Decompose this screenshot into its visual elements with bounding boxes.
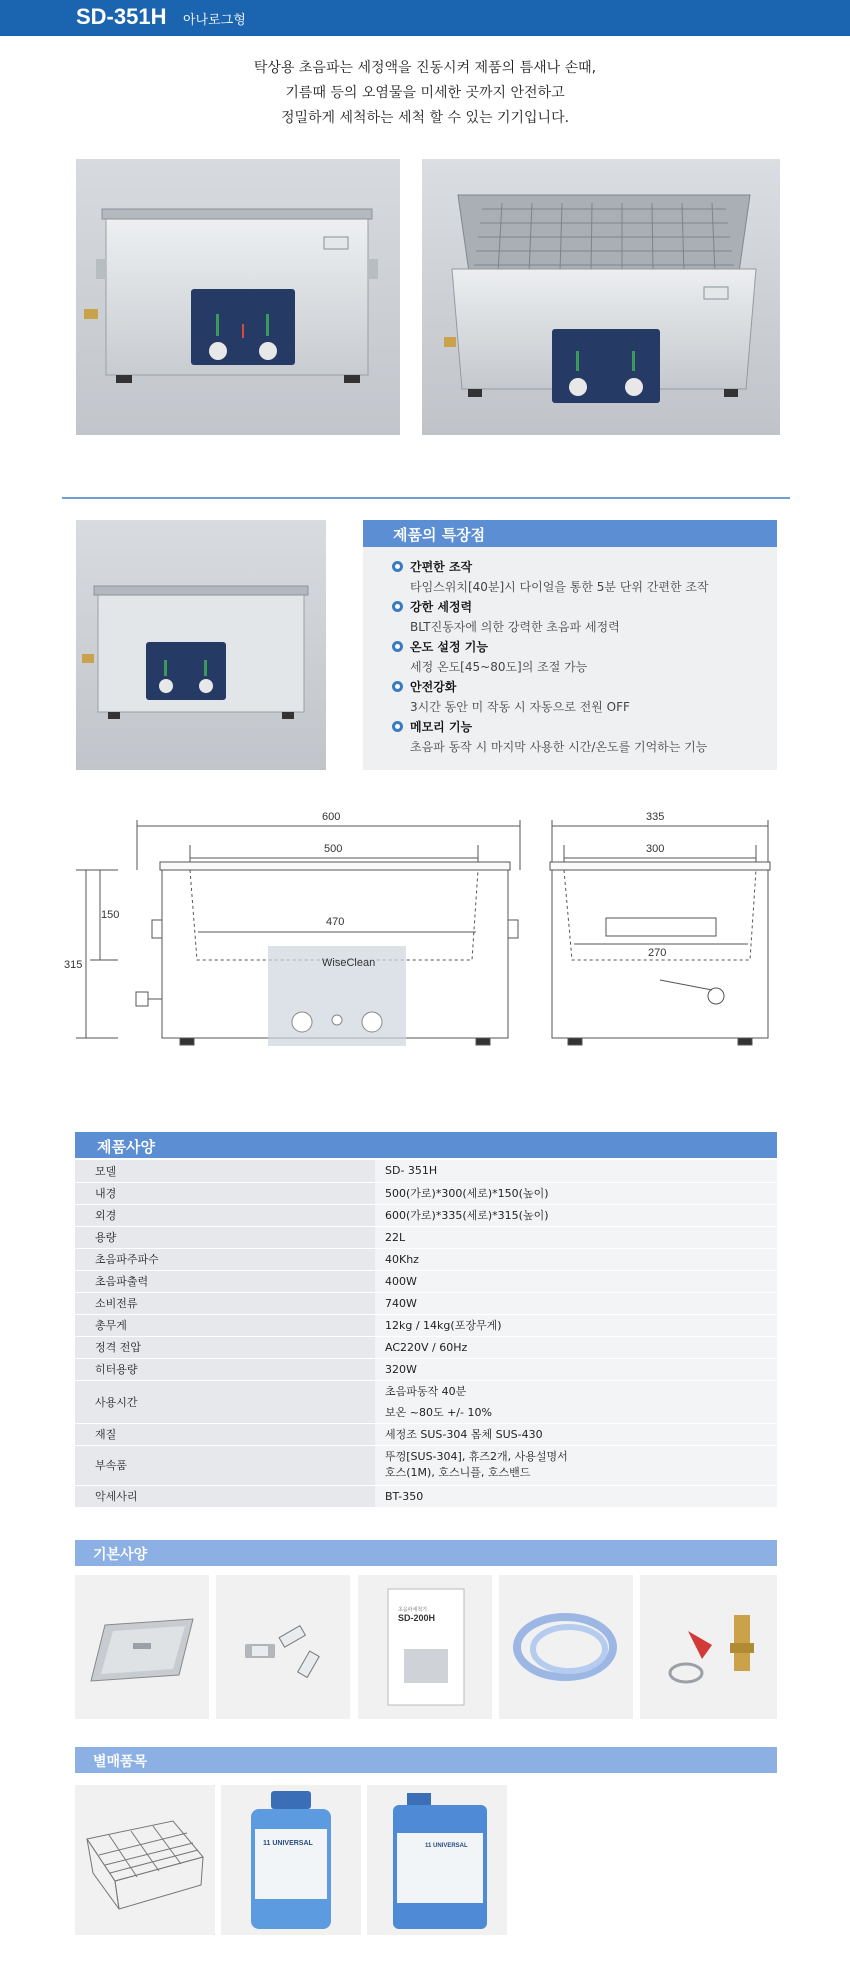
accessory-manual [358, 1575, 492, 1719]
accessory-hose [499, 1575, 633, 1719]
feature-title: 간편한 조작 [410, 560, 473, 574]
table-row [75, 1204, 777, 1226]
dim-side-inner: 300 [646, 843, 665, 855]
cleaner-angled-illustration [422, 159, 780, 435]
spec-label: 내경 [75, 1182, 375, 1204]
table-row [75, 1485, 777, 1507]
feature-item [392, 718, 772, 758]
fuse-illustration [216, 1575, 350, 1719]
table-row [75, 1380, 777, 1423]
spec-label: 악세사리 [75, 1485, 375, 1507]
dim-side-outer: 335 [646, 811, 665, 823]
feature-desc: 3시간 동안 미 작동 시 자동으로 전원 OFF [410, 700, 630, 714]
intro-line: 기름때 등의 오염물을 미세한 곳까지 안전하고 [285, 85, 565, 101]
nipple-illustration [640, 1575, 777, 1719]
optional-title: 별매품목 [93, 1754, 148, 1770]
spec-label: 사용시간 [75, 1380, 375, 1423]
product-photo-angled [422, 159, 780, 435]
spec-label: 정격 전압 [75, 1336, 375, 1358]
spec-label: 모델 [75, 1160, 375, 1182]
dimension-drawing [0, 800, 850, 1090]
spec-value: 600(가로)*335(세로)*315(높이) [375, 1204, 777, 1226]
table-row [75, 1182, 777, 1204]
hose-illustration [499, 1575, 633, 1719]
dim-front-bottom: 470 [326, 916, 345, 928]
jerrycan-illustration [367, 1785, 507, 1935]
dim-front-inner: 500 [324, 843, 343, 855]
feature-title: 메모리 기능 [410, 720, 473, 734]
table-row [75, 1336, 777, 1358]
section-divider [62, 497, 790, 499]
basic-header [75, 1540, 777, 1566]
accessory-lid [75, 1575, 209, 1719]
dim-side-bottom: 270 [648, 947, 667, 959]
features-title: 제품의 특장점 [393, 526, 486, 544]
feature-desc: 타임스위치[40분]시 다이얼을 통한 5분 단위 간편한 조작 [410, 580, 709, 594]
bullet-icon [392, 721, 403, 732]
cleaner-front-illustration [76, 159, 400, 435]
feature-item [392, 598, 772, 638]
optional-detergent-can [367, 1785, 507, 1935]
feature-desc: BLT진동자에 의한 강력한 초음파 세정력 [410, 620, 620, 634]
spec-value-line: 초음파동작 40분 [385, 1384, 467, 1398]
manual-illustration [358, 1575, 492, 1719]
spec-label: 용량 [75, 1226, 375, 1248]
spec-value: 22L [375, 1226, 777, 1248]
table-row [75, 1270, 777, 1292]
table-row [75, 1160, 777, 1182]
spec-value-line: 뚜껑[SUS-304], 휴즈2개, 사용설명서 [385, 1450, 568, 1463]
table-row [75, 1358, 777, 1380]
spec-label: 초음파출력 [75, 1270, 375, 1292]
accessory-fuses [216, 1575, 350, 1719]
spec-value: 740W [375, 1292, 777, 1314]
feature-title: 온도 설정 기능 [410, 640, 488, 654]
intro-text [0, 56, 850, 131]
spec-label: 초음파주파수 [75, 1248, 375, 1270]
table-row [75, 1445, 777, 1485]
jerrycan-label: 11 UNIVERSAL [425, 1843, 468, 1849]
feature-title: 강한 세정력 [410, 600, 473, 614]
panel-brand-label: WiseClean [322, 957, 376, 969]
spec-label: 부속품 [75, 1445, 375, 1485]
intro-line: 탁상용 초음파는 세정액을 진동시켜 제품의 틈새나 손때, [253, 60, 597, 76]
table-row [75, 1292, 777, 1314]
spec-value: AC220V / 60Hz [375, 1336, 777, 1358]
spec-value: SD- 351H [375, 1160, 777, 1182]
bottle-label: 11 UNIVERSAL [263, 1840, 313, 1847]
spec-value: BT-350 [375, 1485, 777, 1507]
model-title: SD-351H [76, 4, 167, 29]
intro-line: 정밀하게 세척하는 세척 할 수 있는 기기입니다. [280, 110, 570, 126]
spec-value: 400W [375, 1270, 777, 1292]
features-list [392, 558, 772, 758]
bullet-icon [392, 561, 403, 572]
spec-value [375, 1445, 777, 1485]
spec-label: 히터용량 [75, 1358, 375, 1380]
basic-title: 기본사양 [93, 1547, 148, 1563]
spec-title: 제품사양 [97, 1138, 155, 1156]
table-row [75, 1226, 777, 1248]
lid-illustration [75, 1575, 209, 1719]
spec-value-line: 호스(1M), 호스니플, 호스밴드 [385, 1466, 531, 1479]
table-row [75, 1248, 777, 1270]
spec-table [75, 1160, 777, 1508]
dim-front-outer: 600 [322, 811, 341, 823]
bullet-icon [392, 601, 403, 612]
spec-value: 500(가로)*300(세로)*150(높이) [375, 1182, 777, 1204]
spec-value: 세정조 SUS-304 몸체 SUS-430 [375, 1423, 777, 1445]
features-header [363, 520, 777, 547]
spec-label: 외경 [75, 1204, 375, 1226]
spec-value: 12kg / 14kg(포장무게) [375, 1314, 777, 1336]
optional-detergent-bottle [221, 1785, 361, 1935]
cleaner-small-illustration [76, 520, 326, 770]
spec-value: 320W [375, 1358, 777, 1380]
dim-total-height: 315 [64, 959, 83, 971]
feature-title: 안전강화 [410, 680, 457, 694]
feature-desc: 세정 온도[45~80도]의 조절 가능 [410, 660, 588, 674]
spec-header [75, 1132, 777, 1158]
basket-illustration [75, 1785, 215, 1935]
header-bar [0, 0, 850, 36]
manual-caption: 초음파세척기 [398, 1607, 427, 1613]
optional-header [75, 1747, 777, 1773]
optional-basket [75, 1785, 215, 1935]
dim-inner-height: 150 [101, 909, 120, 921]
feature-item [392, 678, 772, 718]
spec-value: 40Khz [375, 1248, 777, 1270]
bottle-illustration [221, 1785, 361, 1935]
accessory-nipple-band [640, 1575, 777, 1719]
manual-label: SD-200H [398, 1613, 436, 1623]
spec-value-line: 보온 ~80도 +/- 10% [385, 1405, 492, 1419]
table-row [75, 1423, 777, 1445]
model-type: 아나로그형 [183, 13, 246, 28]
bullet-icon [392, 641, 403, 652]
spec-label: 총무게 [75, 1314, 375, 1336]
feature-item [392, 638, 772, 678]
feature-item [392, 558, 772, 598]
feature-desc: 초음파 동작 시 마지막 사용한 시간/온도를 기억하는 기능 [410, 740, 708, 754]
spec-label: 재질 [75, 1423, 375, 1445]
spec-label: 소비전류 [75, 1292, 375, 1314]
product-photo-front [76, 159, 400, 435]
bullet-icon [392, 681, 403, 692]
table-row [75, 1314, 777, 1336]
spec-value [375, 1380, 777, 1423]
product-photo-feature [76, 520, 326, 770]
